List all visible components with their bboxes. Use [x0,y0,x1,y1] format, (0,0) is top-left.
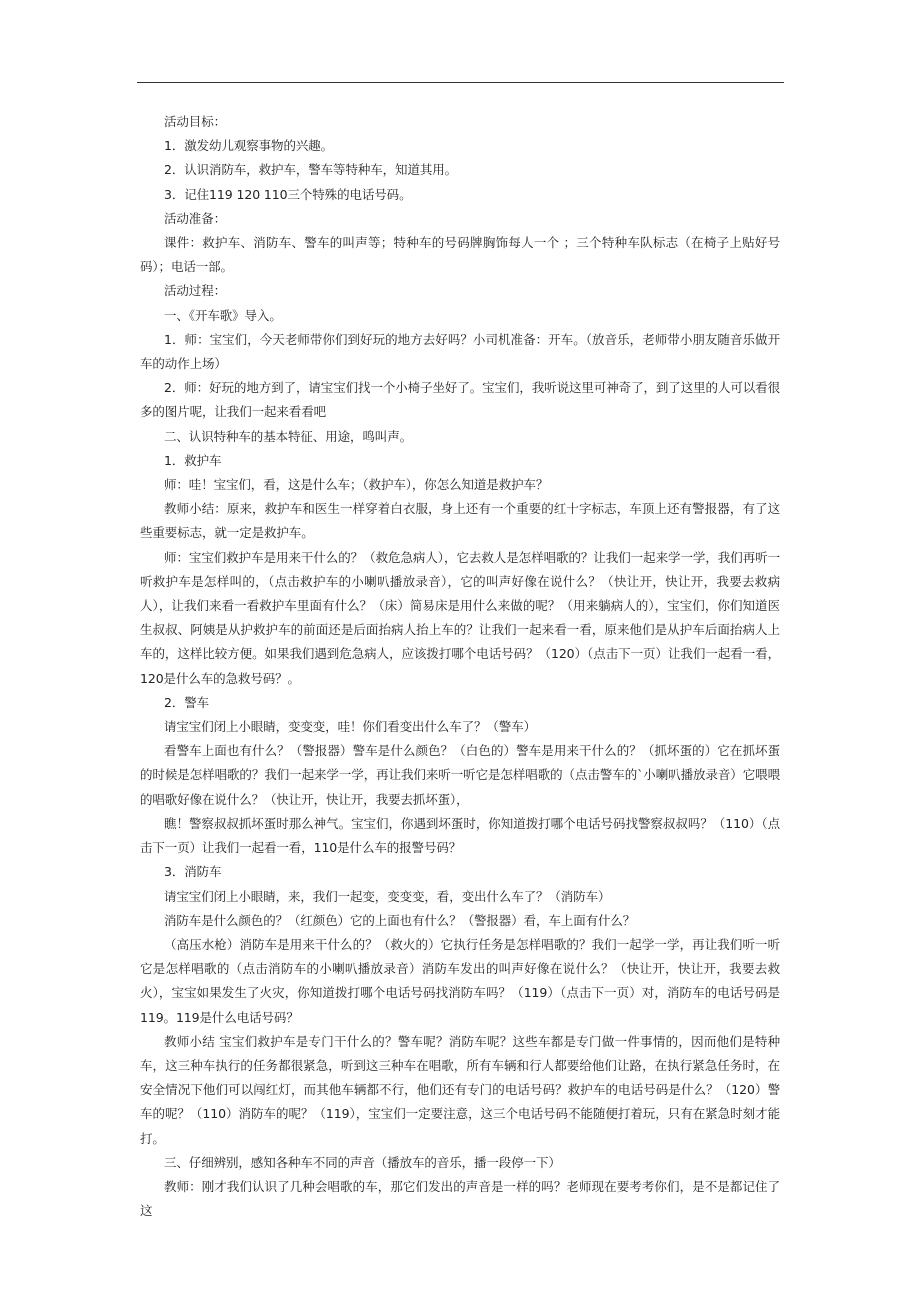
heading-goals: 活动目标： [164,114,227,129]
paragraph: 请宝宝们闭上小眼睛，变变变，哇！你们看变出什么车了？（警车） [164,719,537,735]
subsection-heading: 3．消防车 [164,864,222,880]
document-body [140,110,780,1223]
paragraph: 2．师：好玩的地方到了，请宝宝们找一个小椅子坐好了。宝宝们，我听说这里可神奇了，到了这里的人可以看很多的图片呢，让我们一起来看看吧 [140,380,780,420]
paragraph: 教师小结 宝宝们救护车是专门干什么的？警车呢？消防车呢？这些车都是专门做一件事情的，因而他们是特种车，这三种车执行的任务都很紧急，听到这三种车在唱歌，所有车辆和行人都要给他们让路，在执行紧急任务时，在安全情况下他们可以闯红灯，而其他车辆都不行，他们还有专门的电话号码？救护车的电话号码是什么？（120）警车的呢？（110）消防车的呢？（119），宝宝们一定要注意，这三个电话号码不能随便打着玩，只有在紧急时刻才能打。 [140,1033,780,1146]
paragraph: （高压水枪）消防车是用来干什么的？（救火的）它执行任务是怎样唱歌的？我们一起学一学，再让我们听一听它是怎样唱歌的（点击消防车的小喇叭播放录音）消防车发出的叫声好像在说什么？（快让开，快让开，我要去救火），宝宝如果发生了火灾，你知道拨打哪个电话号码找消防车吗？（119）（点击下一页）对，消防车的电话号码是119。119是什么电话号码？ [140,936,780,1025]
paragraph: 消防车是什么颜色的？（红颜色）它的上面也有什么？（警报器）看，车上面有什么？ [164,912,636,928]
paragraph: 师：宝宝们救护车是用来干什么的？（救危急病人），它去救人是怎样唱歌的？让我们一起来学一学，我们再听一听救护车是怎样叫的，（点击救护车的小喇叭播放录音），它的叫声好像在说什么？（快让开，快让开，我要去救病人），让我们来看一看救护车里面有什么？（床）简易床是用什么来做的呢？（用来躺病人的），宝宝们，你们知道医生叔叔、阿姨是从护救护车的前面还是后面抬病人抬上车的？让我们一起来看一看，原来他们是从护车后面抬病人上车的，这样比较方便。如果我们遇到危急病人，应该拨打哪个电话号码？（120）（点击下一页）让我们一起看一看，120是什么车的急救号码？。 [140,549,780,686]
section-heading: 一、《开车歌》导入。 [164,307,282,323]
section-heading: 二、认识特种车的基本特征、用途，鸣叫声。 [164,428,413,444]
heading-process: 活动过程： [164,283,227,299]
paragraph: 教师：刚才我们认识了几种会唱歌的车，那它们发出的声音是一样的吗？老师现在要考考你们，是不是都记住了这 [140,1178,780,1219]
paragraph: 教师小结：原来，救护车和医生一样穿着白衣服，身上还有一个重要的红十字标志，车顶上还有警报器，有了这些重要标志，就一定是救护车。 [140,501,780,541]
goal-item: 1．激发幼儿观察事物的兴趣。 [164,138,334,154]
paragraph: 瞧！警察叔叔抓坏蛋时那么神气。宝宝们，你遇到坏蛋时，你知道拨打哪个电话号码找警察叔叔吗？（110）（点击下一页）让我们一起看一看，110是什么车的报警号码？ [140,815,780,856]
header-rule [137,82,784,83]
section-heading: 三、仔细辨别，感知各种车不同的声音（播放车的音乐，播一段停一下） [164,1154,561,1170]
subsection-heading: 1．救护车 [164,452,222,468]
paragraph: 师：哇！宝宝们，看，这是什么车；（救护车），你怎么知道是救护车？ [164,477,549,493]
paragraph: 课件：救护车、消防车、警车的叫声等；特种车的号码牌胸饰每人一个 ；三个特种车队标志（在椅子上贴好号码）；电话一部。 [140,235,780,275]
paragraph: 1．师：宝宝们，今天老师带你们到好玩的地方去好吗？小司机准备：开车。（放音乐，老师带小朋友随音乐做开车的动作上场） [140,331,780,372]
goal-item: 3．记住119 120 110三个特殊的电话号码。 [164,186,412,202]
goal-item: 2．认识消防车，救护车，警车等特种车，知道其用。 [164,162,458,178]
heading-preparation: 活动准备： [164,210,227,226]
paragraph: 请宝宝们闭上小眼睛，来，我们一起变，变变变，看，变出什么车了？（消防车） [164,888,611,904]
subsection-heading: 2．警车 [164,694,210,710]
paragraph: 看警车上面也有什么？（警报器）警车是什么颜色？（白色的）警车是用来干什么的？（抓坏蛋的）它在抓坏蛋的时候是怎样唱歌的？我们一起来学一学，再让我们来听一听它是怎样唱歌的（点击警车的`小喇叭播放录音）它喂喂的唱歌好像在说什么？（快让开，快让开，我要去抓坏蛋）， [140,743,780,807]
